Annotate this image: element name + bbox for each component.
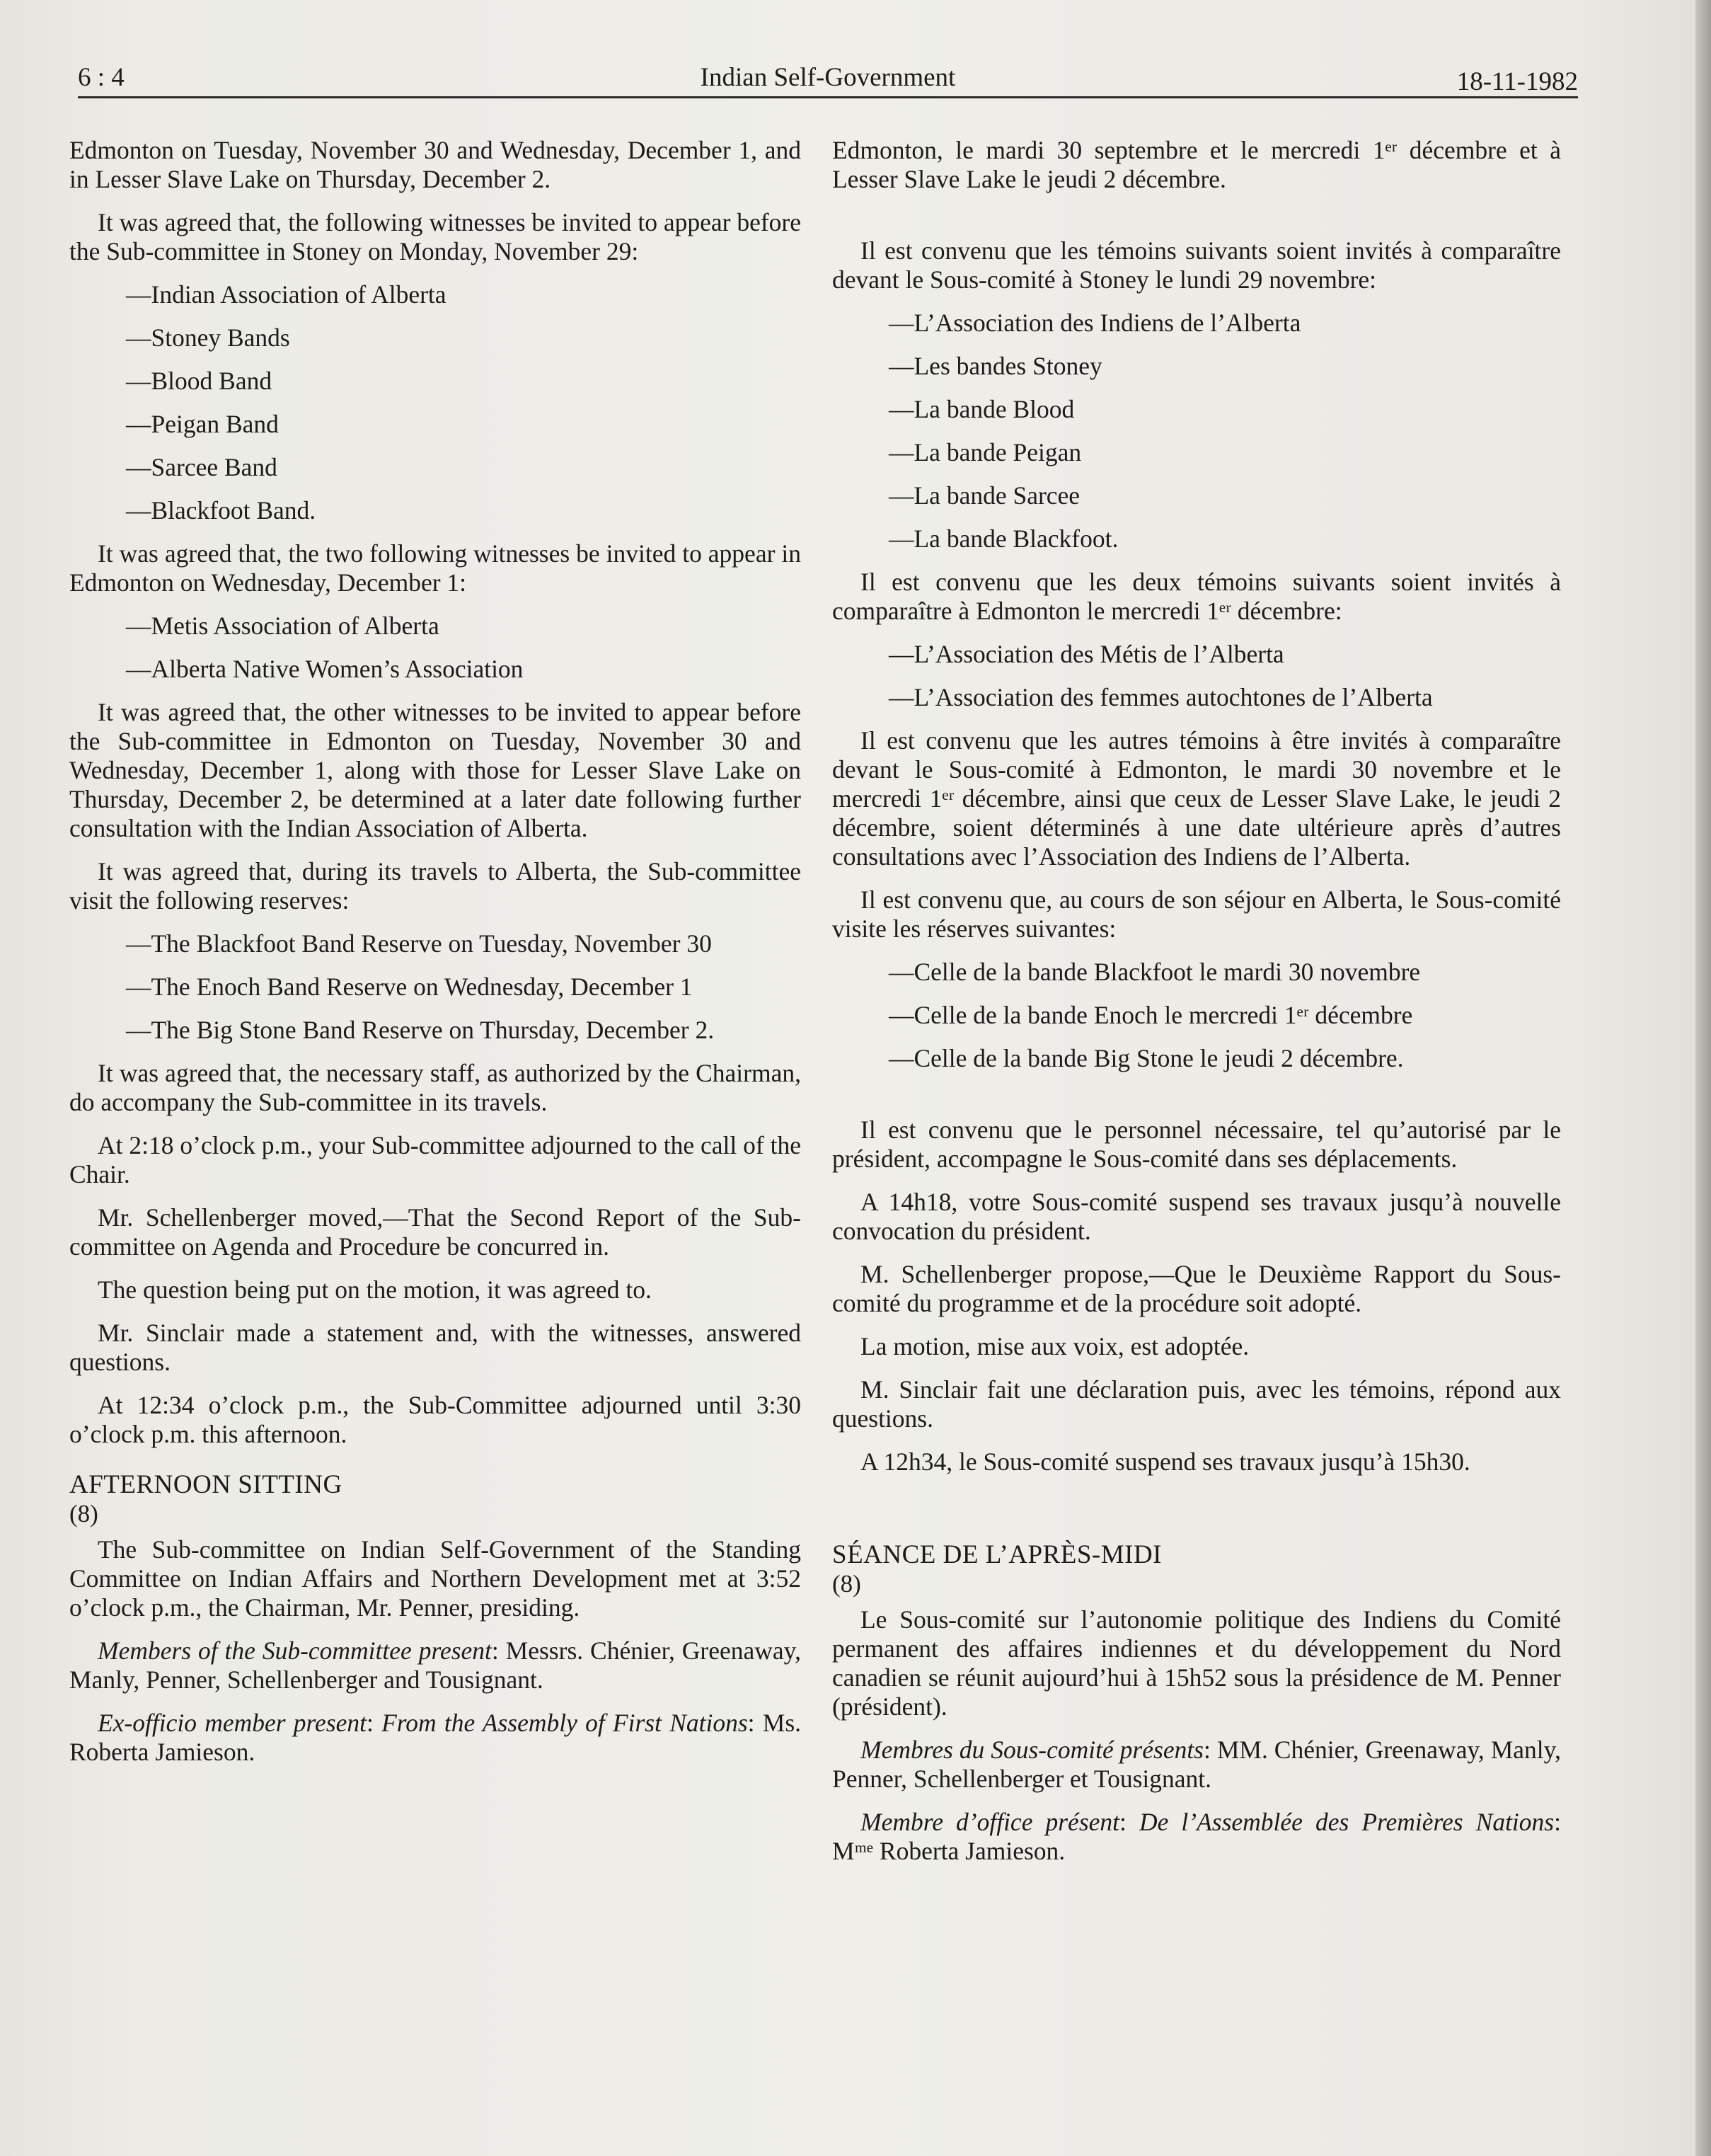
paragraph: Il est convenu que les deux témoins suivants soient invités à comparaître à Edmonton le mercredi 1ᵉʳ décembre: [832,568,1561,625]
members-list: : Messrs. Chénier, Greenaway, Manly, Penner, Schellenberger and Tousignant. [69,1636,801,1694]
exofficio-paragraph [832,1808,1561,1866]
page-edge [1695,0,1711,2156]
paragraph: M. Sinclair fait une déclaration puis, avec les témoins, répond aux questions. [832,1375,1561,1433]
exofficio-name: : Ms. Roberta Jamieson. [69,1709,802,1766]
list-item: —Metis Association of Alberta [126,612,439,640]
paragraph: It was agreed that, the necessary staff, as authorized by the Chairman, do accompany the Sub-committee in its travels. [69,1059,801,1116]
list-item: —La bande Peigan [889,438,1082,466]
list-item: —La bande Sarcee [889,481,1081,510]
members-list: : MM. Chénier, Greenaway, Manly, Penner, Schellenberger et Tousignant. [832,1736,1561,1793]
list-item: —Les bandes Stoney [889,352,1102,380]
paragraph: A 14h18, votre Sous-comité suspend ses travaux jusqu’à nouvelle convocation du président. [832,1188,1561,1245]
members-paragraph [69,1636,801,1695]
list-item: —Blackfoot Band. [126,496,316,524]
page-number: 6 : 4 [78,63,125,92]
paragraph: Il est convenu que, au cours de son séjour en Alberta, le Sous-comité visite les réserves suivantes: [832,885,1561,943]
paragraph: It was agreed that, during its travels to Alberta, the Sub-committee visit the following reserves: [69,857,801,914]
paragraph: At 2:18 o’clock p.m., your Sub-committee adjourned to the call of the Chair. [69,1131,801,1188]
list-item: —The Big Stone Band Reserve on Thursday, December 2. [126,1016,715,1044]
paragraph: The Sub-committee on Indian Self-Government of the Standing Committee on Indian Affairs and Northern Development met at 3:52 o’clock p.m., the Chairman, Mr. Penner, presiding. [69,1535,801,1622]
header-date: 18-11-1982 [1456,67,1578,96]
section-heading: SÉANCE DE L’APRÈS-MIDI [832,1540,1162,1569]
running-title: Indian Self-Government [700,63,956,92]
paragraph: Il est convenu que le personnel nécessaire, tel qu’autorisé par le président, accompagne le Sous-comité dans ses déplacements. [832,1116,1561,1173]
paragraph: Edmonton on Tuesday, November 30 and Wednesday, December 1, and in Lesser Slave Lake on Thursday, December 2. [69,136,801,193]
exofficio-name: : Mᵐᵉ Roberta Jamieson. [832,1808,1561,1865]
colon: : [366,1709,382,1737]
list-item: —La bande Blackfoot. [889,524,1119,553]
paragraph: Il est convenu que les autres témoins à être invités à comparaître devant le Sous-comité à Edmonton, le mardi 30 novembre et le mercredi 1ᵉʳ décembre, ainsi que ceux de Lesser Slave Lake, le jeudi 2 décembre, soient déterminés à une date ultérieure après d’autres consultations avec l’Association des Indiens de l’Alberta. [832,726,1561,871]
paragraph: Le Sous-comité sur l’autonomie politique des Indiens du Comité permanent des affaires indiennes et du développement du Nord canadien se réunit aujourd’hui à 15h52 sous la présidence de M. Penner (président). [832,1605,1561,1721]
exofficio-organization: From the Assembly of First Nations [381,1709,748,1737]
list-item: —The Enoch Band Reserve on Wednesday, December 1 [126,973,693,1001]
list-item: —The Blackfoot Band Reserve on Tuesday, November 30 [126,929,712,958]
members-paragraph [832,1736,1561,1794]
list-item: —L’Association des Indiens de l’Alberta [889,309,1301,337]
paragraph: It was agreed that, the following witnesses be invited to appear before the Sub-committee in Stoney on Monday, November 29: [69,208,801,265]
exofficio-paragraph [69,1709,801,1767]
list-item: —Stoney Bands [126,323,290,352]
paragraph: It was agreed that, the other witnesses to be invited to appear before the Sub-committee in Edmonton on Tuesday, November 30 and Wednesday, December 1, along with those for Lesser Slave Lake on Thursday, December 2, be determined at a later date following further consultation with the Indian Association of Alberta. [69,698,801,842]
paragraph: Mr. Sinclair made a statement and, with the witnesses, answered questions. [69,1319,801,1376]
paragraph: Il est convenu que les témoins suivants soient invités à comparaître devant le Sous-comité à Stoney le lundi 29 novembre: [832,236,1561,294]
exofficio-label: Ex-officio member present [98,1709,367,1737]
section-heading: AFTERNOON SITTING [69,1470,342,1499]
paragraph: The question being put on the motion, it was agreed to. [98,1275,652,1304]
paragraph: Edmonton, le mardi 30 septembre et le mercredi 1ᵉʳ décembre et à Lesser Slave Lake le jeudi 2 décembre. [832,136,1561,193]
list-item: —Peigan Band [126,410,279,438]
exofficio-organization: De l’Assemblée des Premières Nations [1139,1808,1555,1836]
paragraph: At 12:34 o’clock p.m., the Sub-Committee adjourned until 3:30 o’clock p.m. this afternoon. [69,1391,801,1448]
sitting-number: (8) [69,1500,98,1527]
list-item: —L’Association des Métis de l’Alberta [889,640,1284,668]
french-column [832,136,1561,1880]
colon: : [1119,1808,1139,1836]
list-item: —Celle de la bande Big Stone le jeudi 2 décembre. [889,1044,1404,1072]
paragraph: It was agreed that, the two following witnesses be invited to appear in Edmonton on Wednesday, December 1: [69,539,801,597]
paragraph: M. Schellenberger propose,—Que le Deuxième Rapport du Sous-comité du programme et de la procédure soit adopté. [832,1260,1561,1317]
members-label: Members of the Sub-committee present [98,1636,492,1665]
list-item: —Alberta Native Women’s Association [126,655,524,683]
paragraph: La motion, mise aux voix, est adoptée. [860,1332,1250,1360]
list-item: —Indian Association of Alberta [126,280,447,309]
paragraph: Mr. Schellenberger moved,—That the Second Report of the Sub-committee on Agenda and Procedure be concurred in. [69,1203,801,1261]
english-column [69,136,801,1781]
list-item: —Blood Band [126,367,272,395]
paragraph: A 12h34, le Sous-comité suspend ses travaux jusqu’à 15h30. [860,1447,1470,1476]
list-item: —Celle de la bande Blackfoot le mardi 30 novembre [889,958,1421,986]
list-item: —L’Association des femmes autochtones de l’Alberta [889,683,1433,711]
list-item: —Sarcee Band [126,453,277,481]
list-item: —La bande Blood [889,395,1075,423]
page-header [78,59,1578,98]
members-label: Membres du Sous-comité présents [860,1736,1204,1764]
sitting-number: (8) [832,1570,861,1598]
exofficio-label: Membre d’office présent [860,1808,1120,1836]
list-item: —Celle de la bande Enoch le mercredi 1ᵉʳ décembre [889,1001,1413,1029]
